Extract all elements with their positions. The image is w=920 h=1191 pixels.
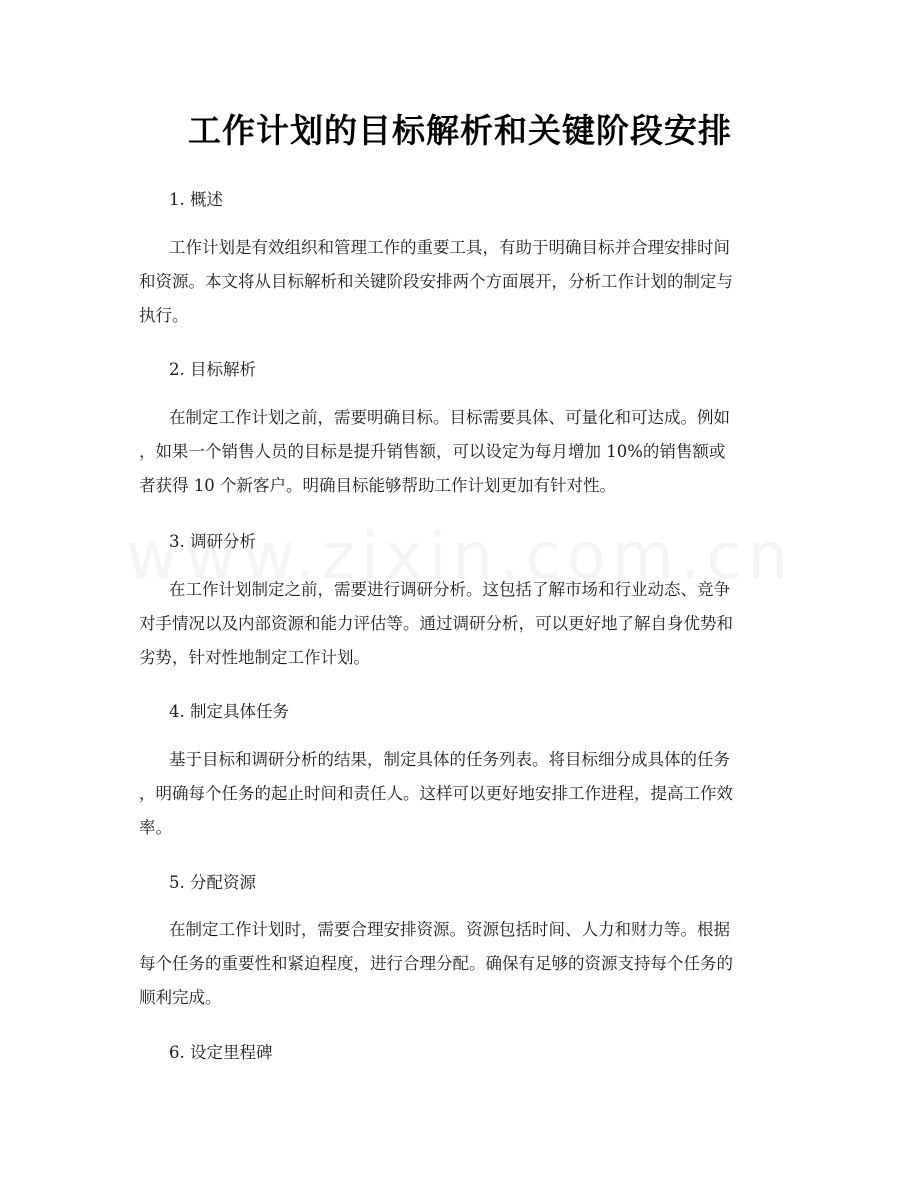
- paragraph-line: 顺利完成。: [139, 988, 222, 1007]
- paragraph-line: 执行。: [139, 306, 189, 325]
- paragraph-line: 在制定工作计划时，需要合理安排资源。资源包括时间、人力和财力等。根据: [169, 920, 730, 939]
- paragraph-line: ，如果一个销售人员的目标是提升销售额，可以设定为每月增加 10%的销售额或: [139, 442, 726, 461]
- paragraph-line: 对手情况以及内部资源和能力评估等。通过调研分析，可以更好地了解自身优势和: [139, 614, 733, 633]
- paragraph-line: 每个任务的重要性和紧迫程度，进行合理分配。确保有足够的资源支持每个任务的: [139, 954, 733, 973]
- paragraph-line: 劣势，针对性地制定工作计划。: [139, 648, 370, 667]
- section-paragraph-research: [139, 573, 789, 675]
- section-paragraph-resources: [139, 913, 789, 1015]
- section-paragraph-goal-analysis: [139, 401, 789, 503]
- page-title: 工作计划的目标解析和关键阶段安排: [188, 111, 732, 150]
- paragraph-line: 工作计划是有效组织和管理工作的重要工具，有助于明确目标并合理安排时间: [169, 238, 730, 257]
- section-paragraph-overview: [139, 231, 789, 333]
- section-heading-tasks: 4. 制定具体任务: [169, 702, 289, 721]
- section-heading-goal-analysis: 2. 目标解析: [169, 360, 256, 379]
- section-heading-resources: 5. 分配资源: [169, 873, 256, 892]
- section-heading-research: 3. 调研分析: [169, 532, 256, 551]
- section-heading-overview: 1. 概述: [169, 190, 223, 209]
- paragraph-line: 率。: [139, 818, 172, 837]
- section-heading-milestones: 6. 设定里程碑: [169, 1043, 273, 1062]
- paragraph-line: 在工作计划制定之前，需要进行调研分析。这包括了解市场和行业动态、竞争: [169, 580, 730, 599]
- section-paragraph-tasks: [139, 743, 789, 845]
- paragraph-line: ，明确每个任务的起止时间和责任人。这样可以更好地安排工作进程，提高工作效: [139, 784, 733, 803]
- paragraph-line: 在制定工作计划之前，需要明确目标。目标需要具体、可量化和可达成。例如: [169, 408, 730, 427]
- paragraph-line: 基于目标和调研分析的结果，制定具体的任务列表。将目标细分成具体的任务: [169, 750, 730, 769]
- paragraph-line: 者获得 10 个新客户。明确目标能够帮助工作计划更加有针对性。: [139, 476, 616, 495]
- paragraph-line: 和资源。本文将从目标解析和关键阶段安排两个方面展开，分析工作计划的制定与: [139, 272, 733, 291]
